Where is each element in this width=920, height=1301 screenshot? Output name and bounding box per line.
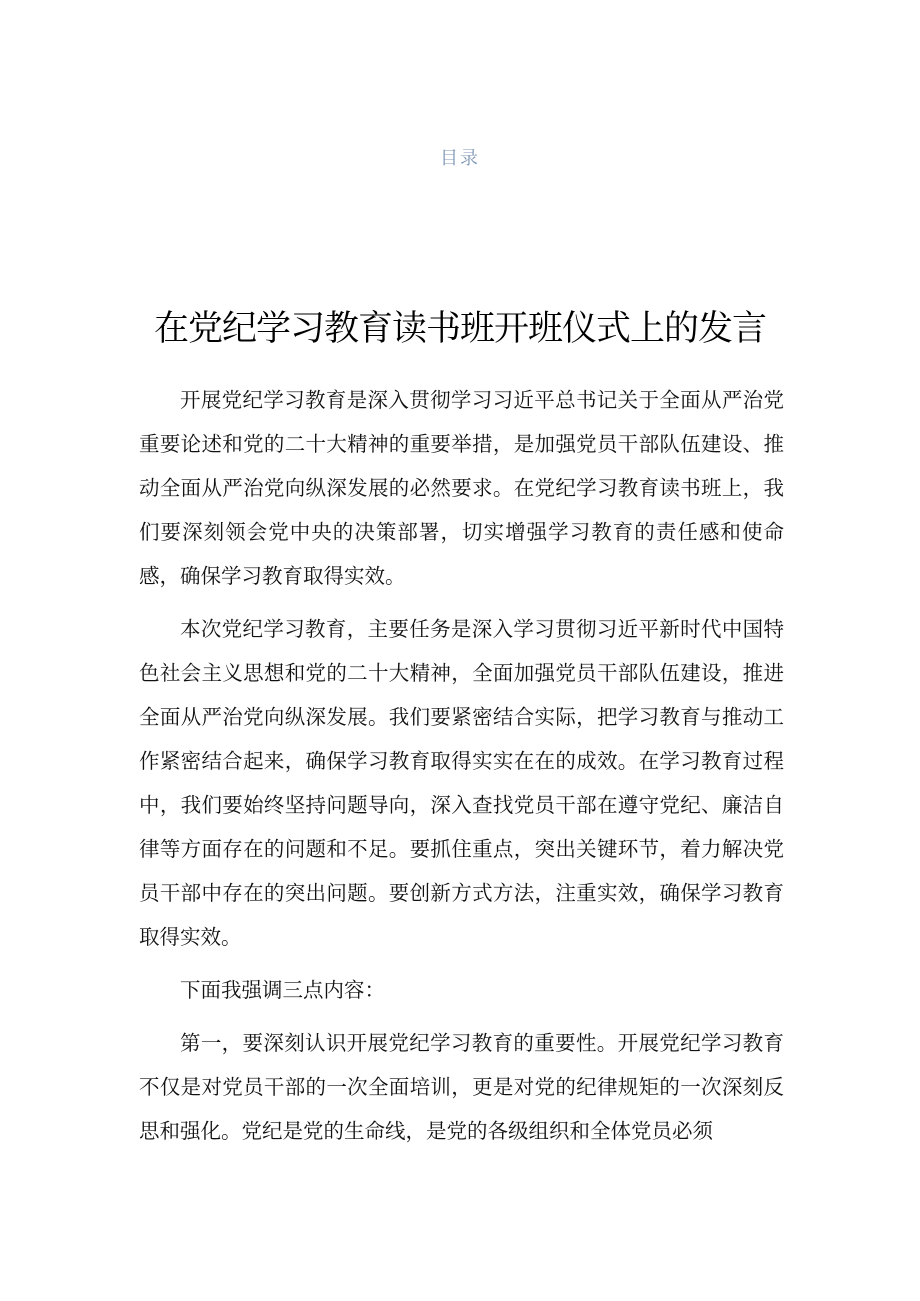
paragraph-first-point: 第一，要深刻认识开展党纪学习教育的重要性。开展党纪学习教育不仅是对党员干部的一次全面培训，更是对党的纪律规矩的一次深刻反思和强化。党纪是党的生命线，是党的各级组织和全体党员必须 [139,1031,784,1143]
paragraph-three-points-lead: 下面我强调三点内容： [180,978,385,1002]
document-body [139,378,784,1153]
paragraph-intro: 开展党纪学习教育是深入贯彻学习习近平总书记关于全面从严治党重要论述和党的二十大精神的重要举措，是加强党员干部队伍建设、推动全面从严治党向纵深发展的必然要求。在党纪学习教育读书班上，我们要深刻领会党中央的决策部署，切实增强学习教育的责任感和使命感，确保学习教育取得实效。 [139,388,784,588]
paragraph-main-tasks: 本次党纪学习教育，主要任务是深入学习贯彻习近平新时代中国特色社会主义思想和党的二十大精神，全面加强党员干部队伍建设，推进全面从严治党向纵深发展。我们要紧密结合实际，把学习教育与推动工作紧密结合起来，确保学习教育取得实实在在的成效。在学习教育过程中，我们要始终坚持问题导向，深入查找党员干部在遵守党纪、廉洁自律等方面存在的问题和不足。要抓住重点，突出关键环节，着力解决党员干部中存在的突出问题。要创新方式方法，注重实效，确保学习教育取得实效。 [139,617,784,949]
document-title: 在党纪学习教育读书班开班仪式上的发言 [153,309,766,349]
table-of-contents-heading: 目录 [440,148,480,169]
